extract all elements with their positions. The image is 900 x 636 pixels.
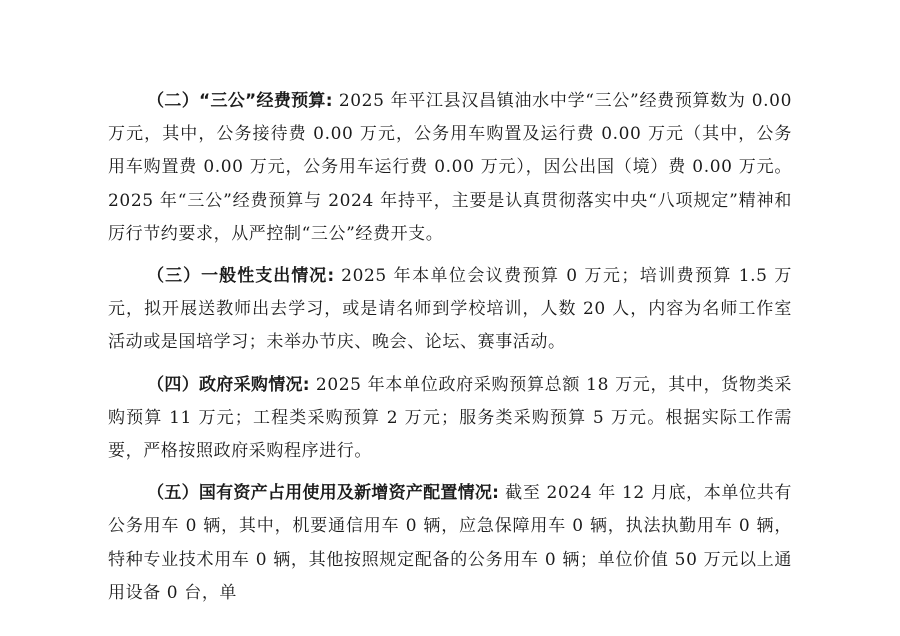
paragraph-body: 2025 年平江县汉昌镇油水中学“三公”经费预算数为 0.00 万元，其中，公务接待费 0.00 万元，公务用车购置及运行费 0.00 万元（其中，公务用车购置费 0.00 万元，公务用车运行费 0.00 万元），因公出国（境）费 0.00 万元。2025 年“三公”经费预算与 2024 年持平，主要是认真贯彻落实中央“八项规定”精神和厉行节约要求，从严控制“三公”经费开支。 xyxy=(108,91,792,244)
paragraph-body: 2025 年本单位政府采购预算总额 18 万元，其中，货物类采购预算 11 万元；工程类采购预算 2 万元；服务类采购预算 5 万元。根据实际工作需要，严格按照政府采购程序进行。 xyxy=(108,374,792,462)
paragraph-body: 2025 年本单位会议费预算 0 万元；培训费预算 1.5 万元，拟开展送教师出去学习，或是请名师到学校培训，人数 20 人，内容为名师工作室活动或是国培学习；未举办节庆、晚会、论坛、赛事活动。 xyxy=(108,266,792,353)
paragraph-heading: （三）一般性支出情况: xyxy=(147,266,335,287)
paragraph-general-expenditure xyxy=(108,260,792,360)
paragraph-sangong-budget xyxy=(108,85,792,251)
paragraph-state-assets xyxy=(108,477,792,610)
paragraph-heading: （二）“三公”经费预算: xyxy=(147,91,333,111)
paragraph-heading: （四）政府采购情况: xyxy=(147,374,310,395)
paragraph-government-procurement xyxy=(108,369,792,469)
paragraph-body: 截至 2024 年 12 月底，本单位共有公务用车 0 辆，其中，机要通信用车 0 辆，应急保障用车 0 辆，执法执勤用车 0 辆，特种专业技术用车 0 辆，其他按照规定配备的公务用车 0 辆；单位价值 50 万元以上通用设备 0 台，单 xyxy=(108,483,792,603)
paragraph-heading: （五）国有资产占用使用及新增资产配置情况: xyxy=(147,483,500,504)
